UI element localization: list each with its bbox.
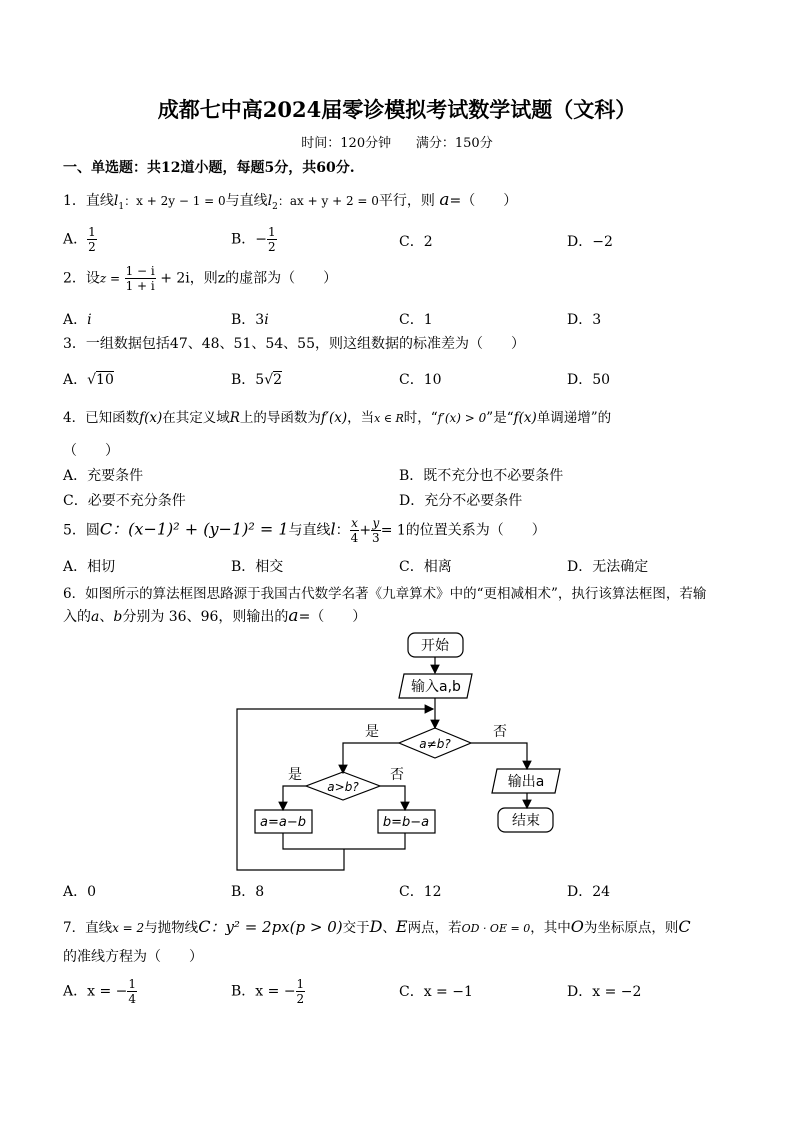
q2-option-d[interactable]: D．3 (567, 312, 602, 328)
q4-option-b[interactable]: B．既不充分也不必要条件 (399, 468, 564, 484)
flow-start-label: 开始 (421, 638, 449, 654)
q1-l2-sub: 2 (272, 201, 278, 212)
q1-eq1: ：x + 2y − 1 = 0 (124, 194, 226, 208)
flow-cond2-label: a>b? (327, 780, 359, 794)
flow-no2-label: 否 (390, 767, 404, 783)
flow-right-label: b=b−a (382, 815, 430, 830)
q1-end: =（ ） (449, 193, 518, 209)
q1-option-a[interactable]: A． $\frac{1}{2}$ (63, 225, 96, 254)
flow-output-label: 输出a (507, 774, 545, 790)
q1-l1-sub: 1 (118, 201, 125, 212)
q1-eq2: ：ax + y + 2 = 0 (277, 194, 379, 208)
flow-end-label: 结束 (512, 813, 540, 829)
question-6: 6．如图所示的算法框图思路源于我国古代数学名著《九章算术》中的“更相减相术”，执行该算法框图，若输 (63, 586, 707, 602)
flow-left-label: a=a−b (260, 815, 306, 830)
q1-a: a (439, 190, 450, 210)
flow-input-label: 输入a,b (411, 679, 461, 695)
q1-option-d[interactable]: D．−2 (567, 234, 613, 250)
q1-prefix: 1．直线 (63, 193, 114, 209)
flow-cond1-label: a≠b? (419, 737, 451, 751)
q7-option-b[interactable]: B．x = − $\frac{1}{2}$ (231, 977, 305, 1006)
q5-option-c[interactable]: C．相离 (399, 559, 452, 575)
question-7: 7．直线x = 2与抛物线C：y² = 2px(p > 0)交于D、E两点，若OD · OE = 0，其中O为坐标原点，则C (63, 917, 691, 936)
q4-option-a[interactable]: A．充要条件 (63, 468, 144, 484)
q7-option-c[interactable]: C．x = −1 (399, 984, 473, 1000)
q3-option-c[interactable]: C．10 (399, 372, 442, 388)
q6-option-d[interactable]: D．24 (567, 884, 611, 900)
q1-tail: 平行，则 (378, 193, 435, 209)
q4-option-d[interactable]: D．充分不必要条件 (399, 493, 523, 509)
q1-mid: 与直线 (225, 193, 268, 209)
q2-option-b[interactable]: B．3i (231, 312, 269, 328)
flow-yes1-label: 是 (365, 724, 379, 740)
q7-option-a[interactable]: A．x = − $\frac{1}{4}$ (63, 977, 137, 1006)
flow-no1-label: 否 (493, 724, 507, 740)
q6-option-c[interactable]: C．12 (399, 884, 442, 900)
question-2: 2．设z = $\frac{1 - i}{1 + i}$ + 2i，则z的虚部为（ ） (63, 264, 338, 293)
q3-option-a[interactable]: A．√10 (63, 372, 114, 388)
q6-option-a[interactable]: A．0 (63, 884, 97, 900)
q1-l1: l (113, 193, 119, 209)
section-heading: 一、单选题：共12道小题，每题5分，共60分. (63, 160, 355, 176)
q1-l2: l (267, 193, 273, 209)
question-4-line2: （ ） (63, 443, 119, 459)
q2-option-a[interactable]: A．i (63, 312, 92, 328)
question-6-line2: 入的a、b分别为 36、96，则输出的a=（ ） (63, 606, 367, 626)
q1-option-b[interactable]: B．− $\frac{1}{2}$ (231, 225, 276, 254)
flow-yes2-label: 是 (288, 767, 302, 783)
q3-option-b[interactable]: B．5√2 (231, 372, 283, 388)
question-3: 3．一组数据包括47、48、51、54、55，则这组数据的标准差为（ ） (63, 336, 525, 352)
q1-option-c[interactable]: C．2 (399, 234, 433, 250)
exam-info: 时间：120分钟 满分：150分 (301, 136, 493, 151)
q3-option-d[interactable]: D．50 (567, 372, 611, 388)
q5-option-a[interactable]: A．相切 (63, 559, 116, 575)
page-title: 成都七中高2024届零诊模拟考试数学试题（文科） (157, 97, 637, 122)
question-5: 5．圆C：(x−1)² + (y−1)² = 1与直线l： $\frac{x}{4}$ + $\frac{y}{3}$ = 1的位置关系为（ ） (63, 516, 546, 545)
q4-option-c[interactable]: C．必要不充分条件 (63, 493, 186, 509)
q5-option-d[interactable]: D．无法确定 (567, 559, 649, 575)
q7-option-d[interactable]: D．x = −2 (567, 984, 642, 1000)
q2-option-c[interactable]: C．1 (399, 312, 433, 328)
question-4: 4．已知函数f(x)在其定义域R上的导函数为f′(x)，当x ∈ R时，“f′(x) > 0”是“f(x)单调递增”的 (63, 410, 612, 426)
question-7-line2: 的准线方程为（ ） (63, 949, 203, 965)
q5-option-b[interactable]: B．相交 (231, 559, 284, 575)
q6-option-b[interactable]: B．8 (231, 884, 265, 900)
